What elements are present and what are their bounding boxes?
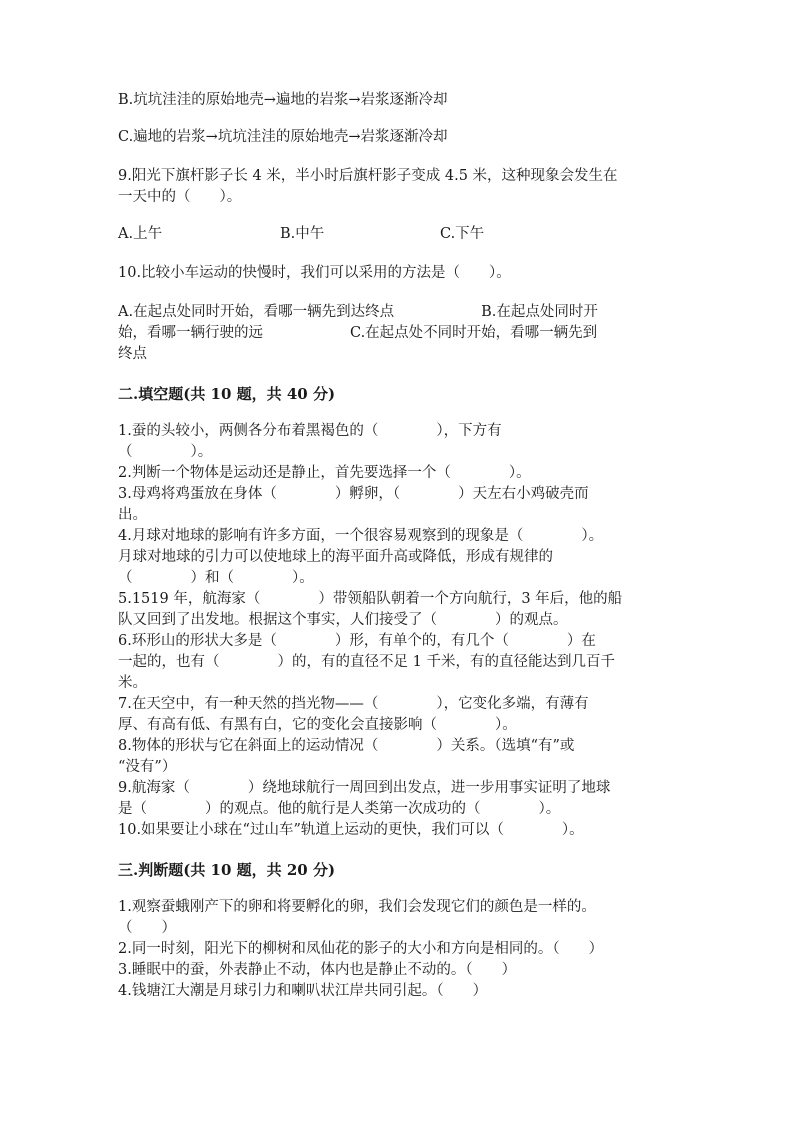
q8-option-b: B.坑坑洼洼的原始地壳→遍地的岩浆→岩浆逐渐冷却 [118, 92, 448, 108]
q10-options-line1: A.在起点处同时开始，看哪一辆先到达终点 B.在起点处同时开 [118, 304, 598, 320]
worksheet-content [118, 90, 678, 1002]
fill-line: 2.判断一个物体是运动还是静止，首先要选择一个（ ）。 [118, 465, 531, 481]
q10-stem: 10.比较小车运动的快慢时，我们可以采用的方法是（ ）。 [118, 265, 511, 281]
judge-line: 4.钱塘江大潮是月球引力和喇叭状江岸共同引起。（ ） [118, 983, 488, 999]
fill-line: 一起的，也有（ ）的，有的直径不足 1 千米，有的直径能达到几百千 [118, 654, 615, 670]
fill-line: 出。 [118, 507, 147, 523]
fill-line: 1.蚕的头较小，两侧各分布着黑褐色的（ ），下方有 [118, 423, 502, 439]
q9-option-b: B.中午 [280, 226, 325, 242]
fill-line: （ ）。 [118, 444, 213, 460]
q9-option-c: C.下午 [440, 226, 485, 242]
judge-line: 3.睡眠中的蚕，外表静止不动，体内也是静止不动的。（ ） [118, 962, 517, 978]
q8-option-c: C.遍地的岩浆→坑坑洼洼的原始地壳→岩浆逐渐冷却 [118, 129, 448, 145]
q9-stem-line1: 9.阳光下旗杆影子长 4 米，半小时后旗杆影子变成 4.5 米，这种现象会发生在 [118, 168, 618, 184]
q9-stem-line2: 一天中的（ ）。 [118, 189, 242, 205]
q9-options [118, 224, 678, 245]
fill-line: 10.如果要让小球在“过山车”轨道上运动的更快，我们可以（ ）。 [118, 822, 584, 838]
fill-line: 4.月球对地球的影响有许多方面，一个很容易观察到的现象是（ ）。 [118, 528, 604, 544]
judge-section-title: 三.判断题(共 10 题，共 20 分) [118, 861, 336, 879]
judge-line: 2.同一时刻，阳光下的柳树和凤仙花的影子的大小和方向是相同的。（ ） [118, 941, 604, 957]
fill-line: 8.物体的形状与它在斜面上的运动情况（ ）关系。（选填“有”或 [118, 738, 575, 754]
fill-line: 9.航海家（ ）绕地球航行一周回到出发点，进一步用事实证明了地球 [118, 780, 611, 796]
fill-line: “没有”） [118, 759, 177, 775]
fill-line: 月球对地球的引力可以使地球上的海平面升高或降低，形成有规律的 [118, 549, 553, 565]
fill-line: 6.环形山的形状大多是（ ）形，有单个的，有几个（ ）在 [118, 633, 596, 649]
q10-options-line2: 始，看哪一辆行驶的远 C.在起点处不同时开始，看哪一辆先到 [118, 325, 598, 341]
fill-line: 5.1519 年，航海家（ ）带领船队朝着一个方向航行，3 年后，他的船 [118, 591, 623, 607]
fill-line: 队又回到了出发地。根据这个事实，人们接受了（ ）的观点。 [118, 612, 568, 628]
judge-section-body [118, 897, 678, 1002]
fill-line: 7.在天空中，有一种天然的挡光物——（ ），它变化多端，有薄有 [118, 696, 589, 712]
fill-section-body [118, 421, 678, 841]
fill-line: （ ）和（ ）。 [118, 570, 314, 586]
q10-options-line3: 终点 [118, 346, 147, 362]
fill-line: 米。 [118, 675, 147, 691]
fill-line: 厚、有高有低、有黑有白，它的变化会直接影响（ ）。 [118, 717, 517, 733]
judge-line: 1.观察蚕蛾刚产下的卵和将要孵化的卵，我们会发现它们的颜色是一样的。 [118, 899, 596, 915]
fill-line: 3.母鸡将鸡蛋放在身体（ ）孵卵，（ ）天左右小鸡破壳而 [118, 486, 589, 502]
q9-option-a: A.上午 [118, 226, 163, 242]
judge-line: （ ） [118, 920, 176, 936]
fill-section-title: 二.填空题(共 10 题，共 40 分) [118, 385, 336, 403]
fill-line: 是（ ）的观点。他的航行是人类第一次成功的（ ）。 [118, 801, 561, 817]
